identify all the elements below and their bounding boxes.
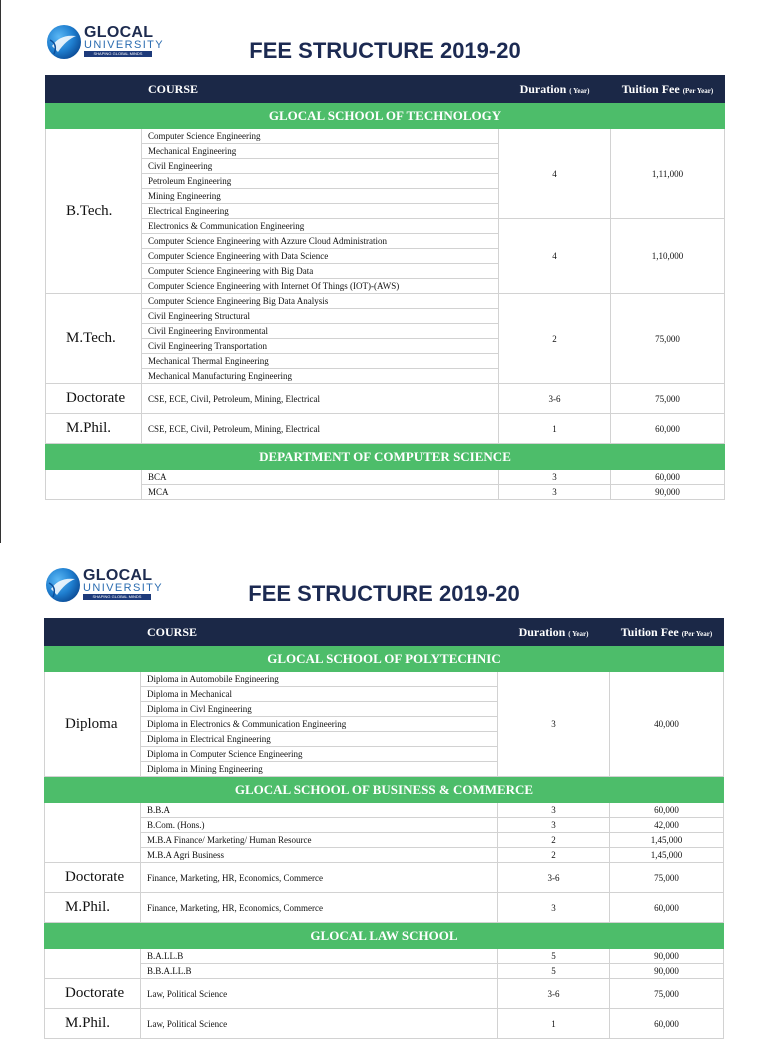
program-btech: B.Tech. xyxy=(46,129,142,294)
page-title: FEE STRUCTURE 2019-20 xyxy=(248,581,520,606)
fee-cell: 40,000 xyxy=(610,672,724,777)
course-cell: Computer Science Engineering Big Data Analysis xyxy=(142,294,499,309)
table-row xyxy=(45,893,724,923)
duration-cell: 3-6 xyxy=(498,979,610,1009)
course-cell: Electronics & Communication Engineering xyxy=(142,219,499,234)
course-cell: Law, Political Science xyxy=(141,1009,498,1039)
duration-cell: 2 xyxy=(499,294,611,384)
section-header-law xyxy=(45,923,724,949)
logo-sub: UNIVERSITY xyxy=(84,39,165,51)
page-gap xyxy=(0,543,768,555)
program-diploma: Diploma xyxy=(45,672,141,777)
program-blank xyxy=(46,470,142,500)
table-row xyxy=(45,672,724,687)
fee-cell: 1,11,000 xyxy=(611,129,725,219)
course-cell: Civil Engineering Structural xyxy=(142,309,499,324)
duration-cell: 3 xyxy=(498,818,610,833)
fee-cell: 1,10,000 xyxy=(611,219,725,294)
section-title: GLOCAL SCHOOL OF TECHNOLOGY xyxy=(46,103,725,129)
duration-cell: 3-6 xyxy=(498,863,610,893)
fee-cell: 1,45,000 xyxy=(610,833,724,848)
program-mtech: M.Tech. xyxy=(46,294,142,384)
program-mphil: M.Phil. xyxy=(45,893,141,923)
course-cell: CSE, ECE, Civil, Petroleum, Mining, Electrical xyxy=(142,414,499,444)
header-course: COURSE xyxy=(141,619,498,646)
course-cell: Civil Engineering Environmental xyxy=(142,324,499,339)
duration-cell: 2 xyxy=(498,848,610,863)
program-mphil: M.Phil. xyxy=(46,414,142,444)
duration-cell: 3 xyxy=(498,672,610,777)
program-doctorate: Doctorate xyxy=(45,863,141,893)
header-fee: Tuition Fee (Per Year) xyxy=(611,76,725,103)
fee-cell: 60,000 xyxy=(610,1009,724,1039)
course-cell: Diploma in Electronics & Communication Engineering xyxy=(141,717,498,732)
fee-cell: 60,000 xyxy=(611,470,725,485)
logo-name: GLOCAL xyxy=(83,567,153,584)
course-cell: Mechanical Manufacturing Engineering xyxy=(142,369,499,384)
course-cell: Diploma in Civl Engineering xyxy=(141,702,498,717)
logo-sub: UNIVERSITY xyxy=(83,582,164,594)
header-duration: Duration ( Year) xyxy=(498,619,610,646)
table-row xyxy=(46,294,725,309)
table-row xyxy=(45,979,724,1009)
course-cell: Finance, Marketing, HR, Economics, Commerce xyxy=(141,893,498,923)
table-row xyxy=(45,803,724,818)
fee-table-1 xyxy=(45,75,725,500)
duration-cell: 5 xyxy=(498,964,610,979)
course-cell: Civil Engineering Transportation xyxy=(142,339,499,354)
duration-cell: 3 xyxy=(498,803,610,818)
course-cell: Diploma in Automobile Engineering xyxy=(141,672,498,687)
course-cell: B.B.A.LL.B xyxy=(141,964,498,979)
course-cell: Law, Political Science xyxy=(141,979,498,1009)
duration-cell: 4 xyxy=(499,129,611,219)
program-blank xyxy=(45,949,141,979)
header-duration: Duration ( Year) xyxy=(499,76,611,103)
table-header xyxy=(45,619,724,646)
course-cell: Computer Science Engineering xyxy=(142,129,499,144)
header-blank xyxy=(45,619,141,646)
fee-cell: 75,000 xyxy=(611,294,725,384)
table-row xyxy=(45,848,724,863)
course-cell: Electrical Engineering xyxy=(142,204,499,219)
fee-cell: 60,000 xyxy=(610,803,724,818)
header-fee: Tuition Fee (Per Year) xyxy=(610,619,724,646)
section-title: DEPARTMENT OF COMPUTER SCIENCE xyxy=(46,444,725,470)
section-header-technology xyxy=(46,103,725,129)
fee-cell: 75,000 xyxy=(610,863,724,893)
table-row xyxy=(45,863,724,893)
fee-cell: 42,000 xyxy=(610,818,724,833)
fee-cell: 60,000 xyxy=(610,893,724,923)
course-cell: B.Com. (Hons.) xyxy=(141,818,498,833)
table-row xyxy=(45,833,724,848)
duration-cell: 3 xyxy=(499,485,611,500)
table-row xyxy=(46,470,725,485)
fee-page-2 xyxy=(0,555,768,1031)
section-title: GLOCAL LAW SCHOOL xyxy=(45,923,724,949)
course-cell: Finance, Marketing, HR, Economics, Commerce xyxy=(141,863,498,893)
duration-cell: 2 xyxy=(498,833,610,848)
duration-cell: 1 xyxy=(499,414,611,444)
course-cell: Petroleum Engineering xyxy=(142,174,499,189)
fee-cell: 90,000 xyxy=(610,949,724,964)
course-cell: Civil Engineering xyxy=(142,159,499,174)
program-doctorate: Doctorate xyxy=(46,384,142,414)
duration-cell: 1 xyxy=(498,1009,610,1039)
duration-cell: 4 xyxy=(499,219,611,294)
table-row xyxy=(46,384,725,414)
duration-cell: 5 xyxy=(498,949,610,964)
course-cell: Diploma in Electrical Engineering xyxy=(141,732,498,747)
table-header xyxy=(46,76,725,103)
program-doctorate: Doctorate xyxy=(45,979,141,1009)
course-cell: B.B.A xyxy=(141,803,498,818)
duration-cell: 3-6 xyxy=(499,384,611,414)
table-row xyxy=(46,414,725,444)
header-blank xyxy=(46,76,142,103)
section-header-business xyxy=(45,777,724,803)
course-cell: Mining Engineering xyxy=(142,189,499,204)
course-cell: Computer Science Engineering with Internet Of Things (IOT)-(AWS) xyxy=(142,279,499,294)
duration-cell: 3 xyxy=(499,470,611,485)
table-row xyxy=(45,949,724,964)
course-cell: Diploma in Mining Engineering xyxy=(141,762,498,777)
course-cell: M.B.A Finance/ Marketing/ Human Resource xyxy=(141,833,498,848)
course-cell: CSE, ECE, Civil, Petroleum, Mining, Electrical xyxy=(142,384,499,414)
course-cell: Mechanical Engineering xyxy=(142,144,499,159)
section-header-polytechnic xyxy=(45,646,724,672)
fee-cell: 75,000 xyxy=(611,384,725,414)
section-title: GLOCAL SCHOOL OF POLYTECHNIC xyxy=(45,646,724,672)
course-cell: Computer Science Engineering with Azzure Cloud Administration xyxy=(142,234,499,249)
fee-table-2 xyxy=(44,618,724,1039)
fee-cell: 90,000 xyxy=(611,485,725,500)
course-cell: Diploma in Computer Science Engineering xyxy=(141,747,498,762)
fee-cell: 90,000 xyxy=(610,964,724,979)
table-row xyxy=(46,219,725,234)
program-blank xyxy=(45,803,141,863)
logo-tagline: SHAPING GLOBAL MINDS xyxy=(84,51,152,57)
course-cell: Computer Science Engineering with Big Data xyxy=(142,264,499,279)
course-cell: Computer Science Engineering with Data Science xyxy=(142,249,499,264)
fee-cell: 60,000 xyxy=(611,414,725,444)
course-cell: BCA xyxy=(142,470,499,485)
table-row xyxy=(46,485,725,500)
course-cell: Diploma in Mechanical xyxy=(141,687,498,702)
course-cell: MCA xyxy=(142,485,499,500)
program-mphil: M.Phil. xyxy=(45,1009,141,1039)
table-row xyxy=(46,129,725,144)
table-row xyxy=(45,964,724,979)
logo-name: GLOCAL xyxy=(84,24,154,41)
section-header-computer-science xyxy=(46,444,725,470)
duration-cell: 3 xyxy=(498,893,610,923)
course-cell: Mechanical Thermal Engineering xyxy=(142,354,499,369)
fee-cell: 1,45,000 xyxy=(610,848,724,863)
section-title: GLOCAL SCHOOL OF BUSINESS & COMMERCE xyxy=(45,777,724,803)
page-title: FEE STRUCTURE 2019-20 xyxy=(249,38,521,63)
table-row xyxy=(45,818,724,833)
course-cell: M.B.A Agri Business xyxy=(141,848,498,863)
fee-cell: 75,000 xyxy=(610,979,724,1009)
logo-tagline: SHAPING GLOBAL MINDS xyxy=(83,594,151,600)
course-cell: B.A.LL.B xyxy=(141,949,498,964)
header-course: COURSE xyxy=(142,76,499,103)
